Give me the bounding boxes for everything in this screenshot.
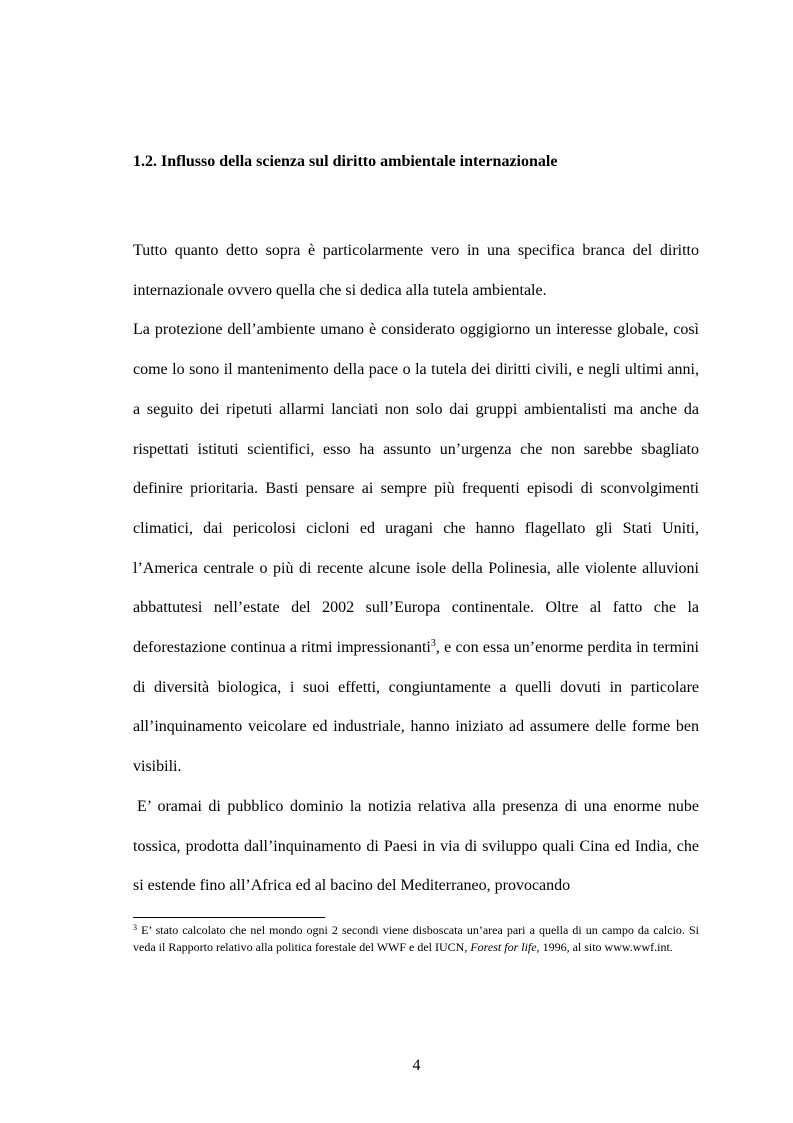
footnote-text-end: 1996, al sito www.wwf.int. bbox=[539, 940, 673, 954]
footnote bbox=[133, 922, 699, 956]
paragraph-2-text-start: La protezione dell’ambiente umano è considerato oggigiorno un interesse globale, così come lo sono il mantenimento della pace o la tutela dei diritti civili, e negli ultimi anni, a seguito dei ripetuti allarmi lanciati non solo dai gruppi ambientalisti ma anche da rispettati istituti scientifici, esso ha assunto un’urgenza che non sarebbe sbagliato definire prioritaria. Basti pensare ai sempre più frequenti episodi di sconvolgimenti climatici, dai pericolosi cicloni ed uragani che hanno flagellato gli Stati Uniti, l’America centrale o più di recente alcune isole della Polinesia, alle violente alluvioni abbattutesi nell’estate del 2002 sull’Europa continentale. Oltre al fatto che la deforestazione continua a ritmi impressionanti bbox=[133, 321, 699, 657]
footnote-separator bbox=[133, 917, 325, 918]
footnote-reference: 3 bbox=[430, 638, 436, 650]
footnote-number: 3 bbox=[133, 923, 137, 932]
paragraph-2-text-end: , e con essa un’enorme perdita in termini di diversità biologica, i suoi effetti, congiuntamente a quelli dovuti in particolare all’inquinamento veicolare ed industriale, hanno iniziato ad assumere delle forme ben visibili. bbox=[133, 639, 699, 776]
paragraph-3: E’ oramai di pubblico dominio la notizia relativa alla presenza di una enorme nube tossica, prodotta dall’inquinamento di Paesi in via di sviluppo quali Cina ed India, che si estende fino all’Africa ed al bacino del Mediterraneo, provocando bbox=[133, 797, 699, 895]
page-number: 4 bbox=[412, 1057, 421, 1074]
footnote-cited-title: Forest for life, bbox=[470, 940, 540, 954]
body-text bbox=[133, 231, 699, 906]
paragraph-1: Tutto quanto detto sopra è particolarmente vero in una specifica branca del diritto internazionale ovvero quella che si dedica alla tutela ambientale. bbox=[133, 242, 699, 299]
section-heading: 1.2. Influsso della scienza sul diritto ambientale internazionale bbox=[133, 153, 558, 170]
footnote-text-start: E’ stato calcolato che nel mondo ogni 2 secondi viene disboscata un’area pari a quella di un campo da calcio. Si veda il Rapporto relativo alla politica forestale del WWF e del IUCN, bbox=[133, 923, 699, 954]
paragraph-2 bbox=[133, 310, 699, 786]
